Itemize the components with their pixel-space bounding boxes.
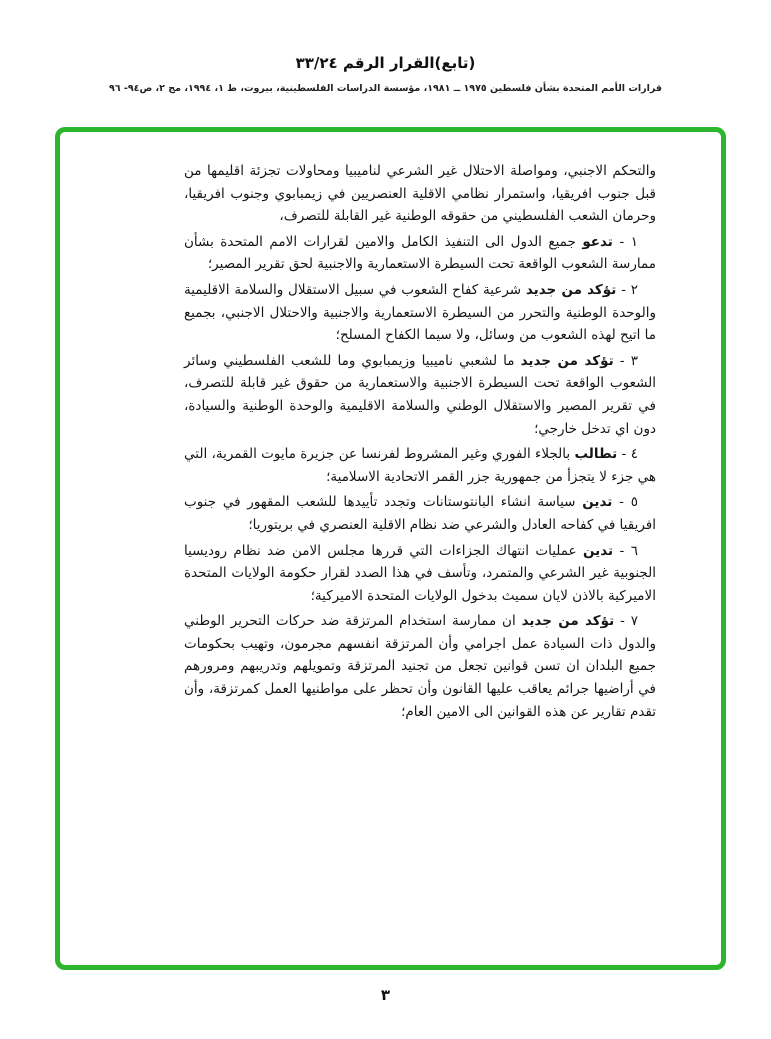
operative-paragraph-3 [184, 350, 656, 440]
operative-paragraph-2 [184, 279, 656, 347]
operative-verb: تؤكد من جديد [525, 281, 617, 298]
paragraph-text: شرعية كفاح الشعوب في سبيل الاستقلال والسلامة الاقليمية والوحدة الوطنية والتحرر من السيطرة الاستعمارية والاجنبية والاحتلال الاجنبي، بجميع ما اتيح لهذه الشعوب من وسائل، ولا سيما الكفاح المسلح؛ [184, 281, 656, 344]
paragraph-text: بالجلاء الفوري وغير المشروط لفرنسا عن جزيرة مايوت القمرية، التي هي جزء لا يتجزأ من جمهورية جزر القمر الاتحادية الاسلامية؛ [184, 446, 656, 485]
operative-paragraph-1 [184, 231, 656, 276]
paragraph-text: سياسة انشاء البانتوستانات وتجدد تأييدها للشعب المقهور في جنوب افريقيا في كفاحه العادل والشرعي ضد نظام الاقلية العنصري في بريتوريا؛ [184, 494, 656, 533]
paragraph-number: ٢ - [621, 281, 638, 298]
paragraph-text: ما لشعبي ناميبيا وزيمبابوي وما للشعب الفلسطيني وسائر الشعوب الواقعة تحت السيطرة الاجنبية والاستعمارية من حقوق غير قابلة للتصرف، في تقرير المصير والاستقلال الوطني والسلامة الاقليمية والوحدة الوطنية والسيادة، دون اي تدخل خارجي؛ [184, 352, 656, 437]
intro-paragraph: والتحكم الاجنبي، ومواصلة الاحتلال غير الشرعي لناميبيا ومحاولات تجزئة اقليمها من قبل جنوب افريقيا، واستمرار نظامي الاقلية العنصريين في زيمبابوي وجنوب افريقيا، وحرمان الشعب الفلسطيني من حقوقه الوطنية غير القابلة للتصرف، [184, 163, 656, 225]
operative-verb: تدين [583, 542, 614, 559]
paragraph-text: عمليات انتهاك الجزاءات التي قررها مجلس الامن ضد نظام روديسيا الجنوبية غير الشرعي والمتمرد، وتأسف في هذا الصدد لقرار حكومة الولايات المتحدة الاميركية بالاذن لايان سميث بدخول الولايات المتحدة الاميركية؛ [184, 542, 656, 604]
operative-verb: تطالب [574, 446, 618, 463]
operative-verb: تؤكد من جديد [520, 352, 614, 369]
source-citation: قرارات الأمم المتحدة بشأن فلسطين ١٩٧٥ ــ ١٩٨١، مؤسسة الدراسات الفلسطينية، بيروت، ط ١، ١٩٩٤، مج ٢، ص٩٤- ٩٦ [108, 83, 662, 94]
resolution-body [184, 160, 656, 726]
resolution-title: (تابع)القرار الرقم ٣٣/٢٤ [295, 54, 476, 72]
paragraph-number: ٤ - [621, 446, 638, 463]
paragraph-text: ان ممارسة استخدام المرتزقة ضد حركات التحرير الوطني والدول ذات السيادة عمل اجرامي وأن المرتزقة انفسهم مجرمون، وتهيب بحكومات جميع البلدان ان تسن قوانين تجعل من تجنيد المرتزقة وتمويلهم وتدريبهم ومرورهم في أراضيها جرائم يعاقب عليها القانون وأن تحظر على مواطنيها العمل كمرتزقة، وأن تقدم تقارير عن هذه القوانين الى الامين العام؛ [184, 613, 656, 720]
operative-verb: تدين [582, 494, 613, 511]
paragraph-number: ٧ - [620, 613, 639, 630]
paragraph-number: ٦ - [619, 542, 639, 559]
paragraph-number: ٣ - [619, 352, 639, 369]
page-number: ٣ [380, 986, 391, 1004]
operative-paragraph-6 [184, 540, 656, 608]
paragraph-number: ٥ - [619, 494, 638, 511]
operative-verb: تدعو [582, 233, 613, 250]
operative-paragraph-5 [184, 491, 656, 536]
document-header [0, 54, 771, 94]
paragraph-text: جميع الدول الى التنفيذ الكامل والامين لقرارات الامم المتحدة بشأن ممارسة الشعوب الواقعة تحت السيطرة الاستعمارية والاجنبية لحق تقرير المصير؛ [184, 233, 656, 273]
paragraph-number: ١ - [619, 233, 638, 250]
operative-paragraph-4 [184, 443, 656, 488]
operative-paragraph-7 [184, 610, 656, 723]
operative-verb: تؤكد من جديد [521, 613, 615, 630]
